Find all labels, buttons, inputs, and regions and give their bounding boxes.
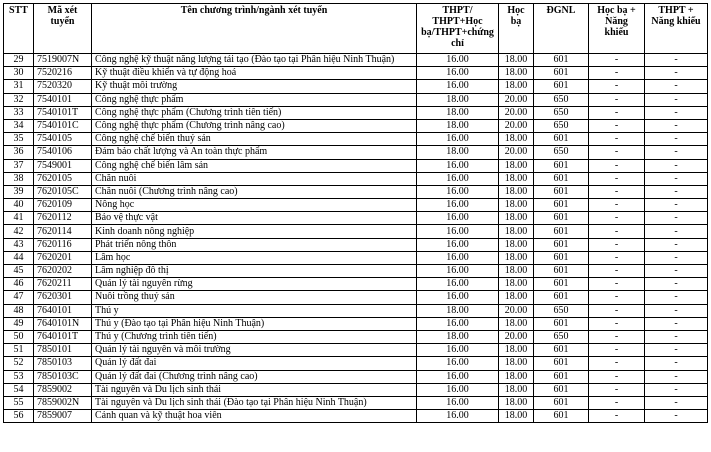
cell-dgnl: 650 [534,106,589,119]
cell-ten-chuong-trinh: Thú y (Đào tạo tại Phân hiệu Ninh Thuận) [92,317,417,330]
cell-ma-xet-tuyen: 7859007 [34,410,92,423]
cell-thpt: 16.00 [417,370,499,383]
cell-hoc-ba-nang-khieu: - [589,357,645,370]
header-thpt: THPT/ THPT+Học bạ/THPT+chứng chỉ [417,4,499,54]
cell-dgnl: 650 [534,146,589,159]
table-row [4,383,708,396]
cell-dgnl: 601 [534,344,589,357]
cell-thpt-nang-khieu: - [645,265,708,278]
cell-ten-chuong-trinh: Chăn nuôi [92,172,417,185]
cell-thpt-nang-khieu: - [645,370,708,383]
cell-ma-xet-tuyen: 7620105 [34,172,92,185]
cell-hoc-ba-nang-khieu: - [589,159,645,172]
cell-dgnl: 601 [534,172,589,185]
cell-thpt: 18.00 [417,330,499,343]
cell-thpt-nang-khieu: - [645,357,708,370]
cell-thpt: 16.00 [417,159,499,172]
cell-hoc-ba: 18.00 [499,278,534,291]
cell-hoc-ba-nang-khieu: - [589,291,645,304]
cell-dgnl: 601 [534,251,589,264]
cell-hoc-ba-nang-khieu: - [589,93,645,106]
cell-hoc-ba: 18.00 [499,225,534,238]
cell-thpt: 16.00 [417,238,499,251]
cell-thpt-nang-khieu: - [645,330,708,343]
cell-dgnl: 601 [534,383,589,396]
cell-stt: 32 [4,93,34,106]
cell-thpt-nang-khieu: - [645,291,708,304]
cell-thpt: 18.00 [417,93,499,106]
cell-thpt-nang-khieu: - [645,54,708,67]
cell-ten-chuong-trinh: Công nghệ thực phẩm (Chương trình nâng cao) [92,119,417,132]
cell-hoc-ba-nang-khieu: - [589,54,645,67]
header-hoc-ba-nang-khieu: Học bạ + Năng khiếu [589,4,645,54]
cell-hoc-ba-nang-khieu: - [589,251,645,264]
cell-ma-xet-tuyen: 7640101 [34,304,92,317]
cell-ma-xet-tuyen: 7620116 [34,238,92,251]
cell-hoc-ba-nang-khieu: - [589,225,645,238]
cell-thpt: 16.00 [417,212,499,225]
cell-hoc-ba: 18.00 [499,344,534,357]
cell-ma-xet-tuyen: 7640101N [34,317,92,330]
cell-hoc-ba-nang-khieu: - [589,396,645,409]
table-row [4,93,708,106]
cell-hoc-ba-nang-khieu: - [589,133,645,146]
cell-thpt-nang-khieu: - [645,251,708,264]
table-row [4,238,708,251]
cell-thpt: 16.00 [417,344,499,357]
cell-stt: 49 [4,317,34,330]
cell-ten-chuong-trinh: Nông học [92,199,417,212]
cell-stt: 30 [4,67,34,80]
cell-thpt-nang-khieu: - [645,67,708,80]
cell-thpt: 16.00 [417,278,499,291]
header-thpt-nang-khieu: THPT + Năng khiếu [645,4,708,54]
cell-thpt: 16.00 [417,357,499,370]
table-row [4,317,708,330]
cell-hoc-ba-nang-khieu: - [589,304,645,317]
cell-ten-chuong-trinh: Kỹ thuật điều khiển và tự động hoá [92,67,417,80]
cell-hoc-ba: 18.00 [499,317,534,330]
cell-hoc-ba: 18.00 [499,80,534,93]
cell-thpt: 18.00 [417,119,499,132]
cell-hoc-ba: 18.00 [499,133,534,146]
cell-stt: 42 [4,225,34,238]
cell-thpt-nang-khieu: - [645,317,708,330]
cell-hoc-ba: 20.00 [499,330,534,343]
cell-thpt-nang-khieu: - [645,212,708,225]
cell-hoc-ba-nang-khieu: - [589,67,645,80]
table-row [4,278,708,291]
cell-stt: 36 [4,146,34,159]
header-row [4,4,708,54]
cell-ten-chuong-trinh: Chăn nuôi (Chương trình nâng cao) [92,185,417,198]
cell-hoc-ba-nang-khieu: - [589,119,645,132]
table-row [4,119,708,132]
cell-stt: 54 [4,383,34,396]
cell-hoc-ba-nang-khieu: - [589,317,645,330]
cell-ma-xet-tuyen: 7620105C [34,185,92,198]
cell-stt: 34 [4,119,34,132]
cell-stt: 51 [4,344,34,357]
cell-thpt: 16.00 [417,225,499,238]
cell-ten-chuong-trinh: Thú y [92,304,417,317]
cell-thpt: 16.00 [417,172,499,185]
cell-dgnl: 601 [534,238,589,251]
cell-ten-chuong-trinh: Tài nguyên và Du lịch sinh thái (Đào tạo tại Phân hiệu Ninh Thuận) [92,396,417,409]
cell-ten-chuong-trinh: Thú y (Chương trình tiên tiến) [92,330,417,343]
cell-ma-xet-tuyen: 7620201 [34,251,92,264]
cell-thpt: 16.00 [417,251,499,264]
cell-stt: 47 [4,291,34,304]
cell-stt: 48 [4,304,34,317]
cell-ma-xet-tuyen: 7520320 [34,80,92,93]
cell-stt: 41 [4,212,34,225]
cell-dgnl: 650 [534,304,589,317]
cell-hoc-ba: 18.00 [499,265,534,278]
cell-thpt: 18.00 [417,146,499,159]
cell-thpt: 16.00 [417,54,499,67]
cell-hoc-ba-nang-khieu: - [589,344,645,357]
cell-thpt: 18.00 [417,106,499,119]
cell-ma-xet-tuyen: 7859002 [34,383,92,396]
table-row [4,291,708,304]
cell-ma-xet-tuyen: 7540106 [34,146,92,159]
cell-stt: 50 [4,330,34,343]
cell-thpt-nang-khieu: - [645,238,708,251]
cell-ma-xet-tuyen: 7850103 [34,357,92,370]
cell-thpt: 16.00 [417,383,499,396]
cell-thpt-nang-khieu: - [645,225,708,238]
cell-ma-xet-tuyen: 7850103C [34,370,92,383]
cell-hoc-ba: 18.00 [499,172,534,185]
cell-stt: 45 [4,265,34,278]
cell-dgnl: 601 [534,317,589,330]
cell-ma-xet-tuyen: 7620109 [34,199,92,212]
cell-dgnl: 650 [534,93,589,106]
cell-hoc-ba: 18.00 [499,54,534,67]
cell-ma-xet-tuyen: 7859002N [34,396,92,409]
cell-hoc-ba: 18.00 [499,159,534,172]
cell-dgnl: 601 [534,410,589,423]
cell-hoc-ba-nang-khieu: - [589,278,645,291]
cell-hoc-ba: 18.00 [499,357,534,370]
table-row [4,357,708,370]
cell-ten-chuong-trinh: Quản lý đất đai [92,357,417,370]
cell-thpt: 16.00 [417,410,499,423]
cell-ma-xet-tuyen: 7620114 [34,225,92,238]
table-row [4,54,708,67]
cell-hoc-ba-nang-khieu: - [589,185,645,198]
cell-thpt: 16.00 [417,291,499,304]
cell-hoc-ba: 18.00 [499,370,534,383]
cell-stt: 39 [4,185,34,198]
table-row [4,225,708,238]
cell-ma-xet-tuyen: 7540101T [34,106,92,119]
cell-stt: 35 [4,133,34,146]
cell-thpt: 16.00 [417,80,499,93]
cell-ma-xet-tuyen: 7620301 [34,291,92,304]
table-row [4,304,708,317]
cell-ten-chuong-trinh: Công nghệ chế biến lâm sản [92,159,417,172]
cell-hoc-ba: 20.00 [499,146,534,159]
header-dgnl: ĐGNL [534,4,589,54]
cell-hoc-ba-nang-khieu: - [589,265,645,278]
cell-thpt-nang-khieu: - [645,410,708,423]
cell-thpt-nang-khieu: - [645,383,708,396]
table-row [4,251,708,264]
table-row [4,80,708,93]
cell-stt: 33 [4,106,34,119]
cell-ten-chuong-trinh: Công nghệ thực phẩm [92,93,417,106]
cell-thpt-nang-khieu: - [645,80,708,93]
cell-stt: 53 [4,370,34,383]
cell-ma-xet-tuyen: 7850101 [34,344,92,357]
cell-thpt-nang-khieu: - [645,93,708,106]
cell-hoc-ba-nang-khieu: - [589,330,645,343]
cell-hoc-ba-nang-khieu: - [589,172,645,185]
cell-thpt-nang-khieu: - [645,146,708,159]
cell-stt: 46 [4,278,34,291]
cell-ten-chuong-trinh: Công nghệ thực phẩm (Chương trình tiên tiến) [92,106,417,119]
cell-ten-chuong-trinh: Công nghệ kỹ thuật năng lượng tái tạo (Đào tạo tại Phân hiệu Ninh Thuận) [92,54,417,67]
cell-hoc-ba-nang-khieu: - [589,146,645,159]
cell-hoc-ba-nang-khieu: - [589,106,645,119]
table-row [4,212,708,225]
cell-ten-chuong-trinh: Kỹ thuật môi trường [92,80,417,93]
cell-ma-xet-tuyen: 7540101C [34,119,92,132]
cell-hoc-ba: 20.00 [499,93,534,106]
cell-thpt: 16.00 [417,317,499,330]
cell-thpt-nang-khieu: - [645,159,708,172]
cell-thpt: 16.00 [417,265,499,278]
cell-ma-xet-tuyen: 7620211 [34,278,92,291]
cell-ten-chuong-trinh: Quản lý tài nguyên rừng [92,278,417,291]
cell-ma-xet-tuyen: 7519007N [34,54,92,67]
cell-hoc-ba: 18.00 [499,383,534,396]
cell-dgnl: 601 [534,185,589,198]
cell-ten-chuong-trinh: Quản lý tài nguyên và môi trường [92,344,417,357]
cell-ma-xet-tuyen: 7520216 [34,67,92,80]
cell-dgnl: 601 [534,396,589,409]
table-row [4,146,708,159]
cell-hoc-ba-nang-khieu: - [589,199,645,212]
cell-stt: 55 [4,396,34,409]
cell-ma-xet-tuyen: 7540105 [34,133,92,146]
cell-thpt: 16.00 [417,199,499,212]
cell-dgnl: 601 [534,291,589,304]
cell-ma-xet-tuyen: 7540101 [34,93,92,106]
table-body [4,54,708,423]
cell-hoc-ba: 18.00 [499,212,534,225]
cell-dgnl: 650 [534,119,589,132]
header-ma-xet-tuyen: Mã xét tuyển [34,4,92,54]
cell-thpt: 18.00 [417,304,499,317]
cell-ten-chuong-trinh: Quản lý đất đai (Chương trình nâng cao) [92,370,417,383]
cell-stt: 31 [4,80,34,93]
cell-hoc-ba-nang-khieu: - [589,238,645,251]
cell-dgnl: 601 [534,265,589,278]
cell-hoc-ba: 18.00 [499,410,534,423]
cell-ten-chuong-trinh: Tài nguyên và Du lịch sinh thái [92,383,417,396]
cell-hoc-ba: 18.00 [499,185,534,198]
cell-thpt-nang-khieu: - [645,396,708,409]
cell-thpt-nang-khieu: - [645,344,708,357]
table-row [4,67,708,80]
cell-thpt: 16.00 [417,133,499,146]
cell-thpt-nang-khieu: - [645,133,708,146]
table-row [4,172,708,185]
cell-dgnl: 601 [534,278,589,291]
cell-hoc-ba: 18.00 [499,396,534,409]
cell-ma-xet-tuyen: 7620112 [34,212,92,225]
cell-stt: 37 [4,159,34,172]
cell-dgnl: 601 [534,357,589,370]
cell-ten-chuong-trinh: Nuôi trồng thuỷ sản [92,291,417,304]
cell-thpt-nang-khieu: - [645,119,708,132]
cell-stt: 44 [4,251,34,264]
cell-hoc-ba: 18.00 [499,199,534,212]
cell-hoc-ba: 18.00 [499,291,534,304]
cell-stt: 52 [4,357,34,370]
table-row [4,410,708,423]
header-stt: STT [4,4,34,54]
cell-thpt: 16.00 [417,396,499,409]
table-row [4,330,708,343]
table-row [4,199,708,212]
cell-hoc-ba-nang-khieu: - [589,80,645,93]
cell-ma-xet-tuyen: 7549001 [34,159,92,172]
cell-ten-chuong-trinh: Lâm học [92,251,417,264]
cell-thpt-nang-khieu: - [645,304,708,317]
cell-dgnl: 601 [534,225,589,238]
table-row [4,396,708,409]
cell-thpt: 16.00 [417,67,499,80]
cell-thpt-nang-khieu: - [645,199,708,212]
cell-dgnl: 601 [534,54,589,67]
cell-ten-chuong-trinh: Công nghệ chế biến thuỷ sản [92,133,417,146]
table-row [4,185,708,198]
cell-hoc-ba: 18.00 [499,238,534,251]
cell-ten-chuong-trinh: Đảm bảo chất lượng và An toàn thực phẩm [92,146,417,159]
table-row [4,265,708,278]
cell-dgnl: 601 [534,199,589,212]
cell-hoc-ba: 20.00 [499,106,534,119]
table-row [4,344,708,357]
cell-hoc-ba: 18.00 [499,251,534,264]
cell-thpt-nang-khieu: - [645,106,708,119]
cell-dgnl: 601 [534,212,589,225]
cell-ma-xet-tuyen: 7640101T [34,330,92,343]
cell-stt: 38 [4,172,34,185]
cell-ten-chuong-trinh: Kinh doanh nông nghiệp [92,225,417,238]
cell-hoc-ba-nang-khieu: - [589,370,645,383]
cell-stt: 56 [4,410,34,423]
cell-hoc-ba-nang-khieu: - [589,212,645,225]
header-hoc-ba: Học bạ [499,4,534,54]
cell-ten-chuong-trinh: Phát triển nông thôn [92,238,417,251]
cell-stt: 43 [4,238,34,251]
admission-scores-table [3,3,708,423]
cell-dgnl: 601 [534,67,589,80]
table-row [4,159,708,172]
cell-hoc-ba-nang-khieu: - [589,383,645,396]
cell-thpt-nang-khieu: - [645,278,708,291]
cell-hoc-ba-nang-khieu: - [589,410,645,423]
table-row [4,106,708,119]
table-row [4,133,708,146]
cell-thpt: 16.00 [417,185,499,198]
cell-thpt-nang-khieu: - [645,172,708,185]
cell-dgnl: 650 [534,330,589,343]
cell-thpt-nang-khieu: - [645,185,708,198]
cell-hoc-ba: 20.00 [499,304,534,317]
cell-stt: 40 [4,199,34,212]
header-ten-chuong-trinh: Tên chương trình/ngành xét tuyển [92,4,417,54]
cell-dgnl: 601 [534,370,589,383]
cell-stt: 29 [4,54,34,67]
cell-ten-chuong-trinh: Cảnh quan và kỹ thuật hoa viên [92,410,417,423]
cell-ten-chuong-trinh: Lâm nghiệp đô thị [92,265,417,278]
cell-hoc-ba: 18.00 [499,67,534,80]
cell-dgnl: 601 [534,159,589,172]
cell-dgnl: 601 [534,133,589,146]
table-row [4,370,708,383]
cell-ma-xet-tuyen: 7620202 [34,265,92,278]
cell-ten-chuong-trinh: Bảo vệ thực vật [92,212,417,225]
cell-dgnl: 601 [534,80,589,93]
cell-hoc-ba: 20.00 [499,119,534,132]
